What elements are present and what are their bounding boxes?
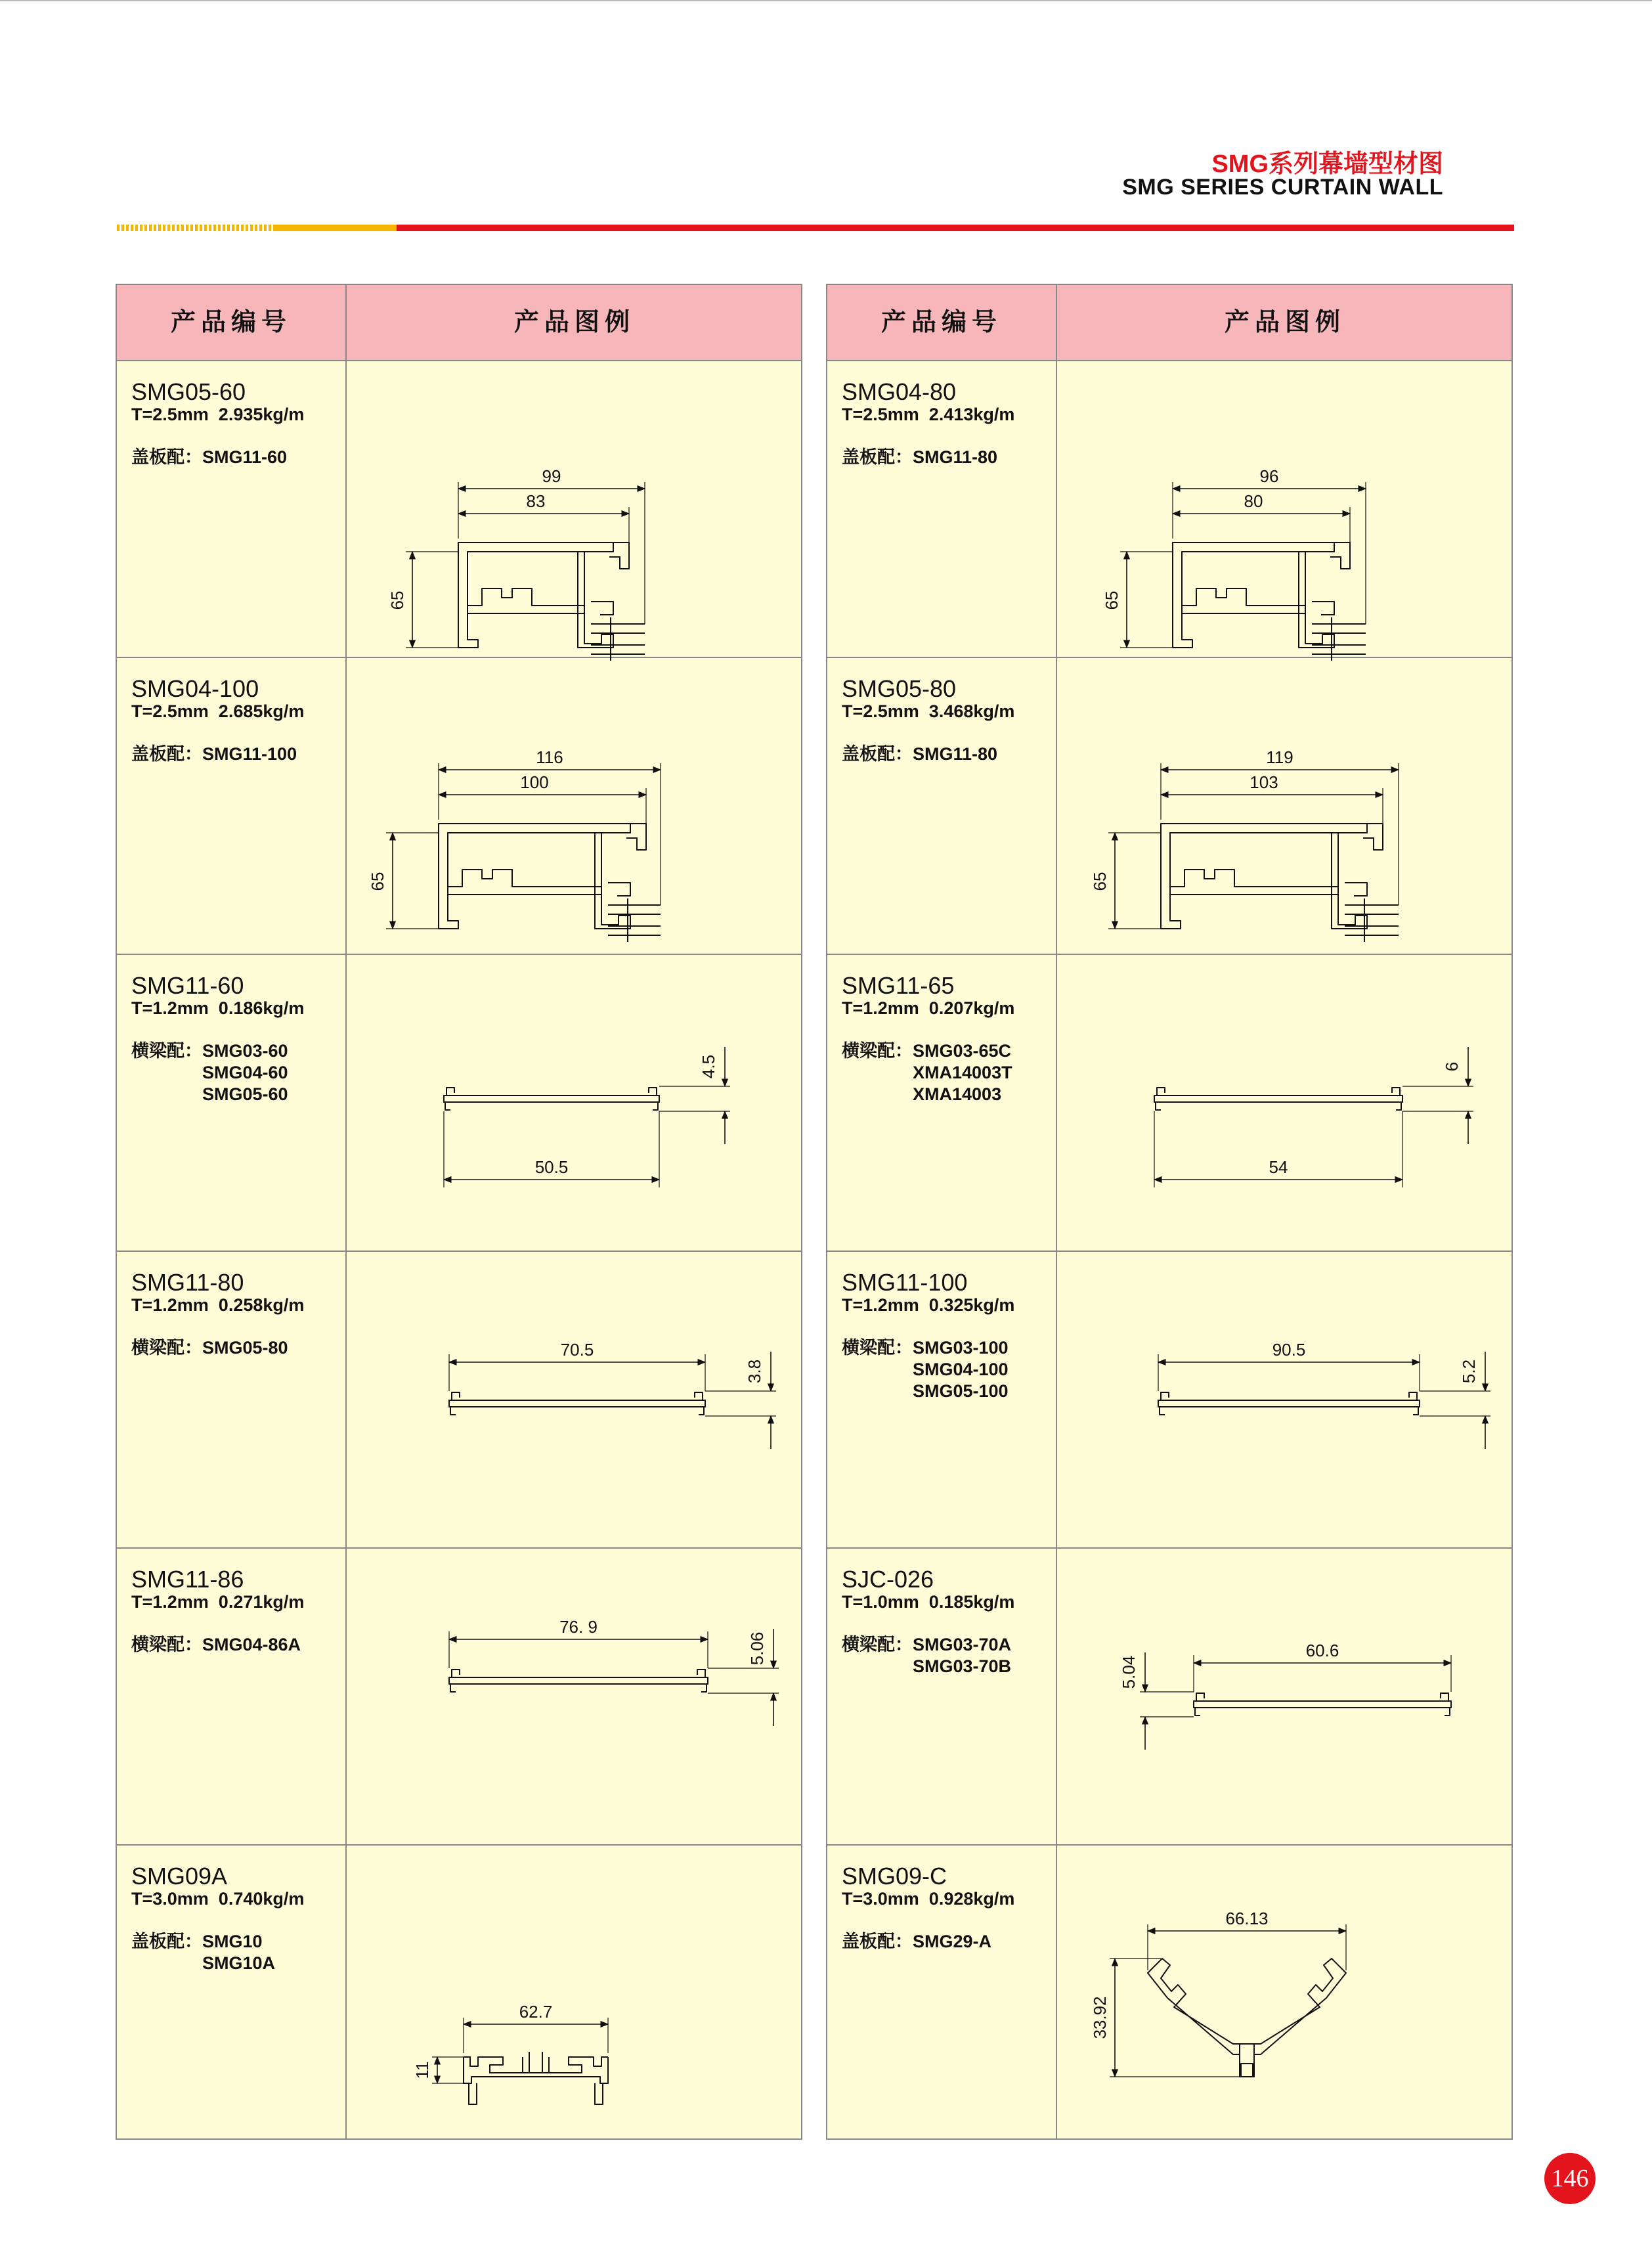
product-code: SMG04-100 — [131, 675, 259, 702]
header-product-figure: 产品图例 — [1224, 309, 1345, 336]
product-code: SMG05-60 — [131, 378, 246, 405]
profile-outline — [591, 624, 645, 654]
compatible-part-code: SMG10A — [202, 1953, 276, 1973]
header-rule-dotted — [117, 225, 274, 231]
compatible-parts — [131, 743, 297, 765]
compatible-part-code: SMG03-60 — [202, 1041, 288, 1061]
profile-drawing — [347, 955, 802, 1251]
compatible-part-code: XMA14003T — [913, 1063, 1012, 1082]
table-row — [117, 1846, 801, 2142]
table-row — [827, 1846, 1511, 2142]
profile-outline — [467, 588, 584, 606]
compatible-label: 盖板配： — [131, 1932, 202, 1951]
product-spec: T=2.5mm 2.685kg/m — [131, 701, 305, 721]
profile-outline — [1312, 602, 1334, 615]
dimension-label: 65 — [387, 590, 407, 610]
compatible-label: 盖板配： — [842, 1932, 913, 1951]
profile-outline — [701, 1684, 706, 1692]
compatible-parts — [842, 447, 997, 468]
profile-outline — [452, 1670, 460, 1677]
dimension-label: 96 — [1259, 466, 1279, 486]
compatible-label: 盖板配： — [131, 447, 202, 467]
dimension-label: 5.2 — [1459, 1359, 1479, 1384]
header-product-code: 产品编号 — [170, 309, 292, 336]
dimension-label: 60.6 — [1305, 1641, 1339, 1660]
profile-outline — [1161, 824, 1367, 929]
dimension-label: 83 — [526, 491, 546, 511]
compatible-part-code: SMG03-70A — [913, 1635, 1012, 1654]
compatible-part-code: SMG05-100 — [913, 1381, 1009, 1401]
compatible-label: 横梁配： — [131, 1635, 202, 1654]
product-code: SMG11-100 — [842, 1269, 968, 1296]
profile-outline — [444, 1096, 659, 1102]
compatible-parts — [842, 1634, 1011, 1677]
top-border — [0, 0, 1652, 1]
compatible-parts — [131, 1634, 301, 1656]
compatible-part-code: SMG11-80 — [913, 447, 998, 467]
profile-drawing — [347, 658, 802, 954]
table-row — [117, 1549, 801, 1846]
product-spec: T=3.0mm 0.740kg/m — [131, 1889, 305, 1909]
product-code: SMG11-60 — [131, 972, 244, 999]
profile-outline — [1240, 2044, 1254, 2054]
table-header — [827, 285, 1511, 361]
compatible-label: 横梁配： — [131, 1041, 202, 1061]
page-number-badge: 146 — [1544, 2153, 1596, 2204]
table-row — [827, 658, 1511, 955]
profile-outline — [469, 2083, 477, 2104]
profile-drawing — [347, 1252, 802, 1547]
compatible-parts — [131, 447, 287, 468]
profile-drawing — [347, 361, 802, 657]
table-row — [827, 361, 1511, 658]
profile-outline — [608, 905, 661, 935]
profile-outline — [1194, 1701, 1451, 1708]
compatible-part-code: SMG04-86A — [202, 1635, 301, 1654]
table-row — [117, 361, 801, 658]
profile-outline — [695, 1392, 703, 1400]
profile-outline — [699, 1407, 704, 1415]
dimension-label: 65 — [368, 872, 387, 891]
profile-outline — [1441, 1693, 1448, 1701]
profile-outline — [523, 2057, 549, 2073]
product-code: SMG05-80 — [842, 675, 957, 702]
profile-outline — [1170, 870, 1338, 887]
profile-outline — [626, 824, 646, 850]
compatible-parts — [842, 1931, 991, 1953]
dimension-label: 116 — [536, 747, 563, 767]
profile-outline — [608, 883, 630, 896]
profile-outline — [609, 542, 629, 569]
profile-outline — [1413, 1407, 1418, 1415]
dimension-label: 5.04 — [1119, 1655, 1139, 1689]
compatible-part-code: SMG29-A — [913, 1932, 992, 1951]
dimension-label: 3.8 — [745, 1359, 764, 1384]
header-product-figure: 产品图例 — [513, 309, 635, 336]
dimension-label: 80 — [1244, 491, 1263, 511]
compatible-part-code: XMA14003 — [913, 1084, 1002, 1104]
profile-outline — [1196, 1693, 1204, 1701]
table-row — [827, 1549, 1511, 1846]
profile-outline — [446, 1088, 454, 1096]
product-code: SMG04-80 — [842, 378, 957, 405]
profile-outline — [697, 1670, 705, 1677]
profile-outline — [464, 2057, 608, 2073]
compatible-parts — [842, 1337, 1009, 1402]
profile-outline — [1154, 1096, 1402, 1102]
compatible-label: 盖板配： — [842, 447, 913, 467]
compatible-label: 横梁配： — [842, 1041, 913, 1061]
profile-outline — [1158, 1400, 1420, 1407]
dimension-label: 33.92 — [1090, 1996, 1110, 2039]
compatible-part-code: SMG05-60 — [202, 1084, 288, 1104]
profile-outline — [452, 1392, 460, 1400]
compatible-part-code: SMG03-70B — [913, 1656, 1012, 1676]
profile-outline — [1157, 1088, 1165, 1096]
dimension-label: 70.5 — [560, 1340, 594, 1360]
compatible-part-code: SMG11-80 — [913, 744, 998, 764]
product-spec: T=1.0mm 0.185kg/m — [842, 1592, 1015, 1612]
dimension-label: 62.7 — [519, 2002, 553, 2022]
dimension-label: 5.06 — [747, 1631, 767, 1666]
product-code: SJC-026 — [842, 1566, 934, 1593]
profile-outline — [449, 1400, 705, 1407]
dimension-label: 66.13 — [1225, 1909, 1269, 1928]
compatible-label: 横梁配： — [131, 1338, 202, 1358]
product-code: SMG11-65 — [842, 972, 955, 999]
product-spec: T=1.2mm 0.207kg/m — [842, 998, 1015, 1018]
product-spec: T=2.5mm 2.413kg/m — [842, 405, 1015, 424]
profile-outline — [1161, 1392, 1169, 1400]
profile-drawing — [1057, 1252, 1513, 1547]
profile-outline — [1160, 1407, 1165, 1415]
compatible-parts — [842, 743, 997, 765]
compatible-part-code: SMG05-80 — [202, 1338, 288, 1358]
dimension-label: 119 — [1266, 747, 1293, 767]
compatible-label: 盖板配： — [131, 744, 202, 764]
dimension-label: 4.5 — [699, 1054, 718, 1079]
header-rule-red — [397, 225, 1514, 231]
compatible-parts — [842, 1040, 1012, 1105]
table-header — [117, 285, 801, 361]
header-rule-gold — [274, 225, 397, 231]
product-table-left — [116, 284, 802, 2140]
profile-outline — [448, 870, 601, 887]
profile-outline — [1409, 1392, 1417, 1400]
table-row — [827, 955, 1511, 1252]
profile-outline — [464, 2057, 608, 2083]
compatible-label: 横梁配： — [842, 1635, 913, 1654]
profile-outline — [449, 1677, 708, 1684]
dimension-label: 99 — [542, 466, 561, 486]
profile-outline — [591, 602, 613, 615]
compatible-parts — [131, 1040, 288, 1105]
profile-outline — [1396, 1102, 1401, 1110]
dimension-label: 103 — [1250, 772, 1278, 792]
product-code: SMG11-80 — [131, 1269, 244, 1296]
compatible-label: 盖板配： — [842, 744, 913, 764]
compatible-parts — [131, 1931, 275, 1974]
profile-drawing — [347, 1549, 802, 1844]
profile-drawing — [1057, 361, 1513, 657]
profile-outline — [1182, 588, 1305, 606]
profile-outline — [450, 1684, 456, 1692]
product-spec: T=1.2mm 0.186kg/m — [131, 998, 305, 1018]
dimension-label: 76. 9 — [559, 1617, 598, 1637]
compatible-parts — [131, 1337, 288, 1359]
profile-drawing — [1057, 1549, 1513, 1844]
compatible-part-code: SMG03-65C — [913, 1041, 1012, 1061]
product-code: SMG09-C — [842, 1863, 947, 1890]
dimension-label: 65 — [1090, 872, 1110, 891]
profile-outline — [1330, 542, 1350, 569]
profile-outline — [1445, 1708, 1450, 1716]
profile-drawing — [1057, 955, 1513, 1251]
table-row — [117, 955, 801, 1252]
product-table-right — [826, 284, 1513, 2140]
compatible-part-code: SMG03-100 — [913, 1338, 1009, 1358]
compatible-part-code: SMG04-100 — [913, 1360, 1009, 1379]
compatible-label: 横梁配： — [842, 1338, 913, 1358]
table-row — [117, 1252, 801, 1549]
product-spec: T=1.2mm 0.271kg/m — [131, 1592, 305, 1612]
profile-outline — [529, 2052, 542, 2073]
compatible-part-code: SMG11-60 — [202, 447, 288, 467]
profile-outline — [1195, 1708, 1200, 1716]
table-row — [827, 1252, 1511, 1549]
product-spec: T=1.2mm 0.258kg/m — [131, 1295, 305, 1315]
profile-outline — [450, 1407, 456, 1415]
profile-outline — [1148, 1959, 1346, 2077]
product-spec: T=3.0mm 0.928kg/m — [842, 1889, 1015, 1909]
profile-outline — [1156, 1102, 1161, 1110]
profile-outline — [595, 2083, 603, 2104]
profile-drawing — [347, 1846, 802, 2141]
dimension-label: 54 — [1269, 1157, 1288, 1177]
table-row — [117, 658, 801, 955]
dimension-label: 50.5 — [534, 1157, 569, 1177]
header-product-code: 产品编号 — [880, 309, 1002, 336]
profile-outline — [649, 1088, 657, 1096]
profile-outline — [1345, 883, 1367, 896]
profile-outline — [1312, 624, 1366, 654]
profile-drawing — [1057, 658, 1513, 954]
dimension-label: 65 — [1102, 590, 1121, 610]
dimension-label: 90.5 — [1272, 1340, 1306, 1360]
header-title-cn: SMG系列幕墙型材图 — [1211, 150, 1443, 178]
product-code: SMG09A — [131, 1863, 228, 1890]
compatible-part-code: SMG04-60 — [202, 1063, 288, 1082]
dimension-label: 11 — [412, 2061, 432, 2079]
compatible-part-code: SMG10 — [202, 1932, 263, 1951]
profile-outline — [1345, 905, 1399, 935]
product-spec: T=1.2mm 0.325kg/m — [842, 1295, 1015, 1315]
compatible-part-code: SMG11-100 — [202, 744, 297, 764]
profile-outline — [653, 1102, 658, 1110]
profile-outline — [445, 1102, 450, 1110]
product-code: SMG11-86 — [131, 1566, 244, 1593]
product-spec: T=2.5mm 3.468kg/m — [842, 701, 1015, 721]
profile-drawing — [1057, 1846, 1513, 2141]
profile-outline — [1392, 1088, 1400, 1096]
product-spec: T=2.5mm 2.935kg/m — [131, 405, 305, 424]
dimension-label: 100 — [520, 772, 549, 792]
header-title-en: SMG SERIES CURTAIN WALL — [1122, 175, 1443, 200]
profile-outline — [1363, 824, 1383, 850]
dimension-label: 6 — [1442, 1061, 1462, 1072]
